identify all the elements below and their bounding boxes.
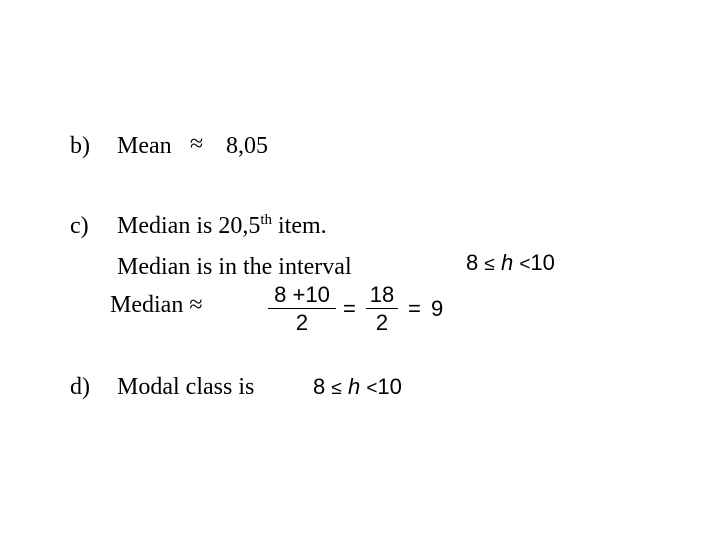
interval-variable: h — [347, 374, 361, 399]
interval-le-symbol: ≤ — [331, 378, 342, 399]
interval-low: 8 — [313, 374, 326, 399]
item-c-line2: Median is in the interval — [117, 254, 352, 280]
item-c-line3: Median ≈ — [110, 292, 203, 318]
interval-low: 8 — [466, 250, 479, 275]
item-d-interval — [313, 376, 402, 398]
interval-high: 10 — [377, 374, 402, 399]
item-b-label: b) — [70, 133, 90, 159]
equals-sign-2: = — [408, 296, 421, 321]
item-b-approx: ≈ — [190, 131, 204, 157]
fraction-2-numerator: 18 — [369, 282, 395, 307]
fraction-1-denominator: 2 — [295, 310, 309, 335]
interval-lt-symbol: < — [366, 378, 378, 399]
item-b-text: Mean — [117, 133, 172, 159]
interval-variable: h — [500, 250, 514, 275]
equals-sign-1: = — [343, 296, 356, 321]
item-d-label: d) — [70, 374, 90, 400]
item-d-text: Modal class is — [117, 374, 255, 400]
interval-le-symbol: ≤ — [484, 254, 495, 275]
interval-high: 10 — [530, 250, 555, 275]
item-c-line1-sup: th — [260, 212, 272, 228]
fraction-1-numerator: 8 +10 — [274, 282, 330, 307]
item-c-interval — [466, 252, 555, 274]
item-c-line1-after: item. — [272, 213, 327, 239]
fraction-1 — [268, 284, 336, 334]
median-result: 9 — [431, 296, 444, 321]
item-c-line1 — [117, 214, 327, 238]
item-c-label: c) — [70, 213, 89, 239]
fraction-2-bar — [366, 308, 398, 309]
fraction-2 — [366, 284, 398, 334]
interval-lt-symbol: < — [519, 254, 531, 275]
item-c-line1-before: Median is 20,5 — [117, 213, 261, 239]
item-b-value: 8,05 — [226, 133, 268, 159]
fraction-1-bar — [268, 308, 336, 309]
fraction-2-denominator: 2 — [375, 310, 389, 335]
